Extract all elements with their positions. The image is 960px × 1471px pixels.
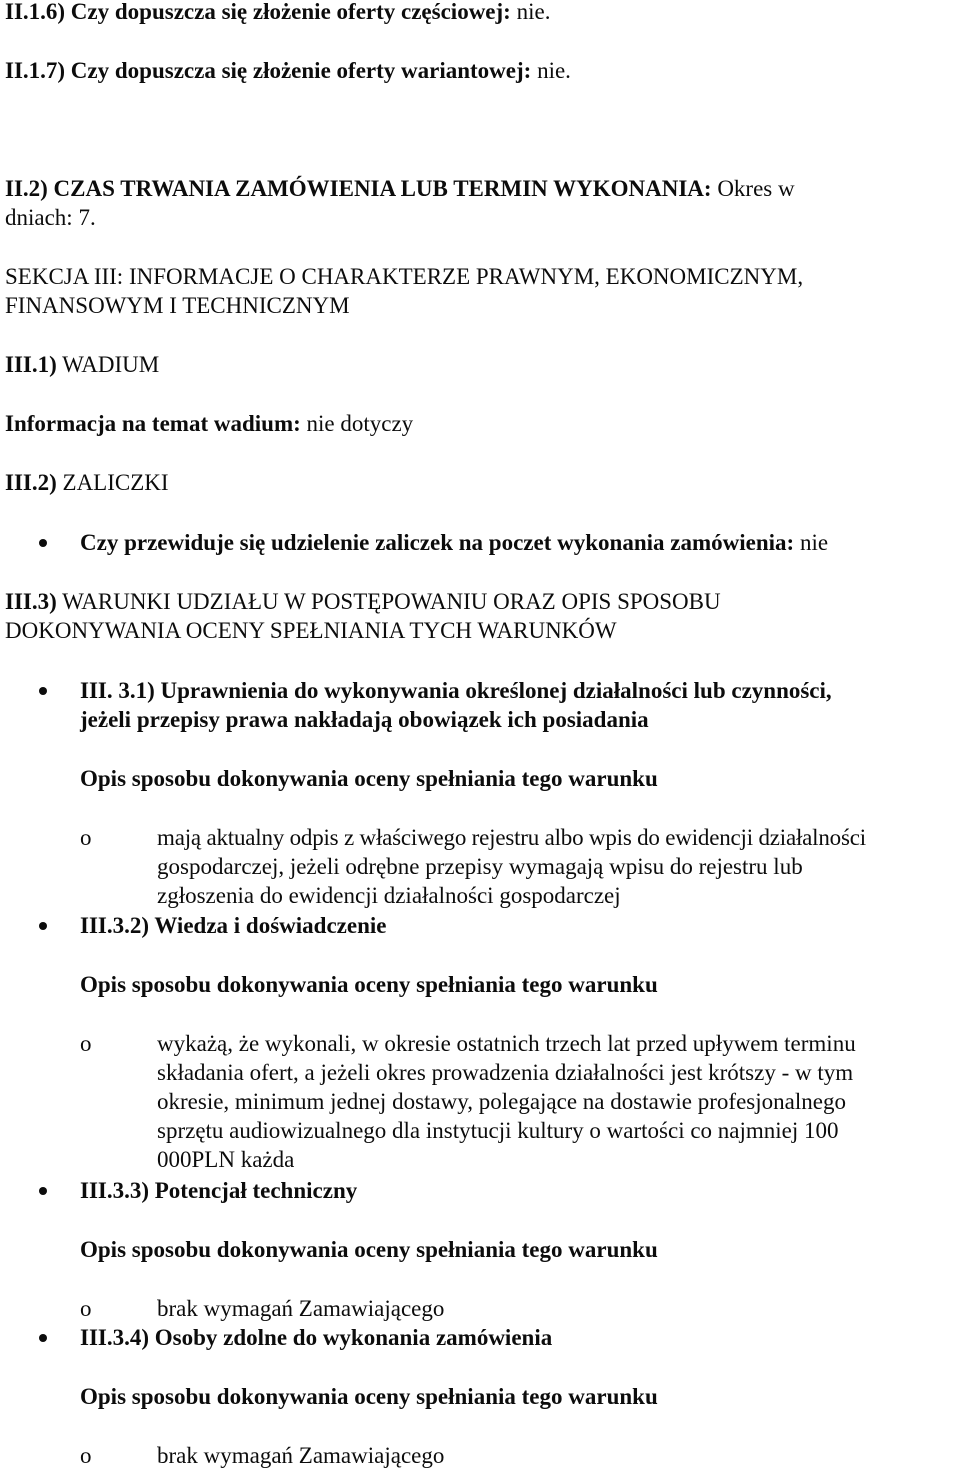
partial-offer-line	[5, 0, 550, 27]
duration-value-2: dniach: 7.	[5, 205, 96, 230]
item-1-title-2: jeżeli przepisy prawa nakładają obowiązek ich posiadania	[80, 707, 649, 732]
item-1-detail-1: mają aktualny odpis z właściwego rejestru albo wpis do ewidencji działalności	[157, 825, 866, 850]
zaliczki-answer: nie	[799, 530, 829, 555]
variant-offer-line	[5, 56, 571, 86]
bullet-icon	[39, 1334, 47, 1342]
bullet-icon	[39, 1187, 47, 1195]
item-3-title: III.3.3) Potencjał techniczny	[80, 1178, 358, 1203]
item-3-detail-1: brak wymagań Zamawiającego	[157, 1296, 445, 1321]
item-3-opis-label: Opis sposobu dokonywania oceny spełniania tego warunku	[80, 1237, 658, 1262]
item-2-opis-label: Opis sposobu dokonywania oceny spełniania tego warunku	[80, 972, 658, 997]
item-2-detail-4: sprzętu audiowizualnego dla instytucji kultury o wartości co najmniej 100	[157, 1118, 839, 1143]
bullet-icon	[39, 539, 47, 547]
circle-bullet-icon: o	[80, 1443, 92, 1468]
wadium-heading: III.1) WADIUM	[5, 352, 160, 377]
zaliczki-question-line	[80, 528, 828, 558]
item-2-detail-2: składania ofert, a jeżeli okres prowadzenia działalności jest krótszy - w tym	[157, 1060, 854, 1085]
duration-line	[5, 174, 795, 204]
partial-offer-value: nie.	[516, 0, 551, 24]
item-1-title-1: III. 3.1) Uprawnienia do wykonywania określonej działalności lub czynności,	[80, 678, 832, 703]
item-4-opis-label: Opis sposobu dokonywania oceny spełniania tego warunku	[80, 1384, 658, 1409]
duration-value-1: Okres w	[717, 176, 795, 201]
section-iii-title-1: SEKCJA III: INFORMACJE O CHARAKTERZE PRAWNYM, EKONOMICZNYM,	[5, 264, 804, 289]
section-iii-title-2: FINANSOWYM I TECHNICZNYM	[5, 293, 350, 318]
item-2-detail-3: okresie, minimum jednej dostawy, polegające na dostawie profesjonalnego	[157, 1089, 846, 1114]
item-4-title: III.3.4) Osoby zdolne do wykonania zamówienia	[80, 1325, 553, 1350]
warunki-heading-1: III.3) WARUNKI UDZIAŁU W POSTĘPOWANIU ORAZ OPIS SPOSOBU	[5, 589, 721, 614]
circle-bullet-icon: o	[80, 825, 92, 850]
item-4-detail-1: brak wymagań Zamawiającego	[157, 1443, 445, 1468]
wadium-info-line	[5, 409, 413, 439]
variant-offer-label: II.1.7) Czy dopuszcza się złożenie oferty wariantowej:	[5, 58, 532, 83]
wadium-label: Informacja na temat wadium:	[5, 411, 301, 436]
circle-bullet-icon: o	[80, 1031, 92, 1056]
variant-offer-value: nie.	[537, 58, 571, 83]
bullet-icon	[39, 687, 47, 695]
duration-label: II.2) CZAS TRWANIA ZAMÓWIENIA LUB TERMIN WYKONANIA:	[5, 176, 712, 201]
zaliczki-question: Czy przewiduje się udzielenie zaliczek na poczet wykonania zamówienia:	[80, 530, 795, 555]
item-2-title: III.3.2) Wiedza i doświadczenie	[80, 913, 387, 938]
wadium-value: nie dotyczy	[306, 411, 414, 436]
circle-bullet-icon: o	[80, 1296, 92, 1321]
item-1-opis-label: Opis sposobu dokonywania oceny spełniania tego warunku	[80, 766, 658, 791]
warunki-heading-2: DOKONYWANIA OCENY SPEŁNIANIA TYCH WARUNKÓW	[5, 618, 617, 643]
item-1-detail-2: gospodarczej, jeżeli odrębne przepisy wymagają wpisu do rejestru lub	[157, 854, 803, 879]
item-1-detail-3: zgłoszenia do ewidencji działalności gospodarczej	[157, 883, 621, 908]
bullet-icon	[39, 922, 47, 930]
partial-offer-label: II.1.6) Czy dopuszcza się złożenie oferty częściowej:	[5, 0, 511, 24]
item-2-detail-1: wykażą, że wykonali, w okresie ostatnich trzech lat przed upływem terminu	[157, 1031, 856, 1056]
zaliczki-heading: III.2) ZALICZKI	[5, 470, 169, 495]
item-2-detail-5: 000PLN każda	[157, 1147, 295, 1172]
